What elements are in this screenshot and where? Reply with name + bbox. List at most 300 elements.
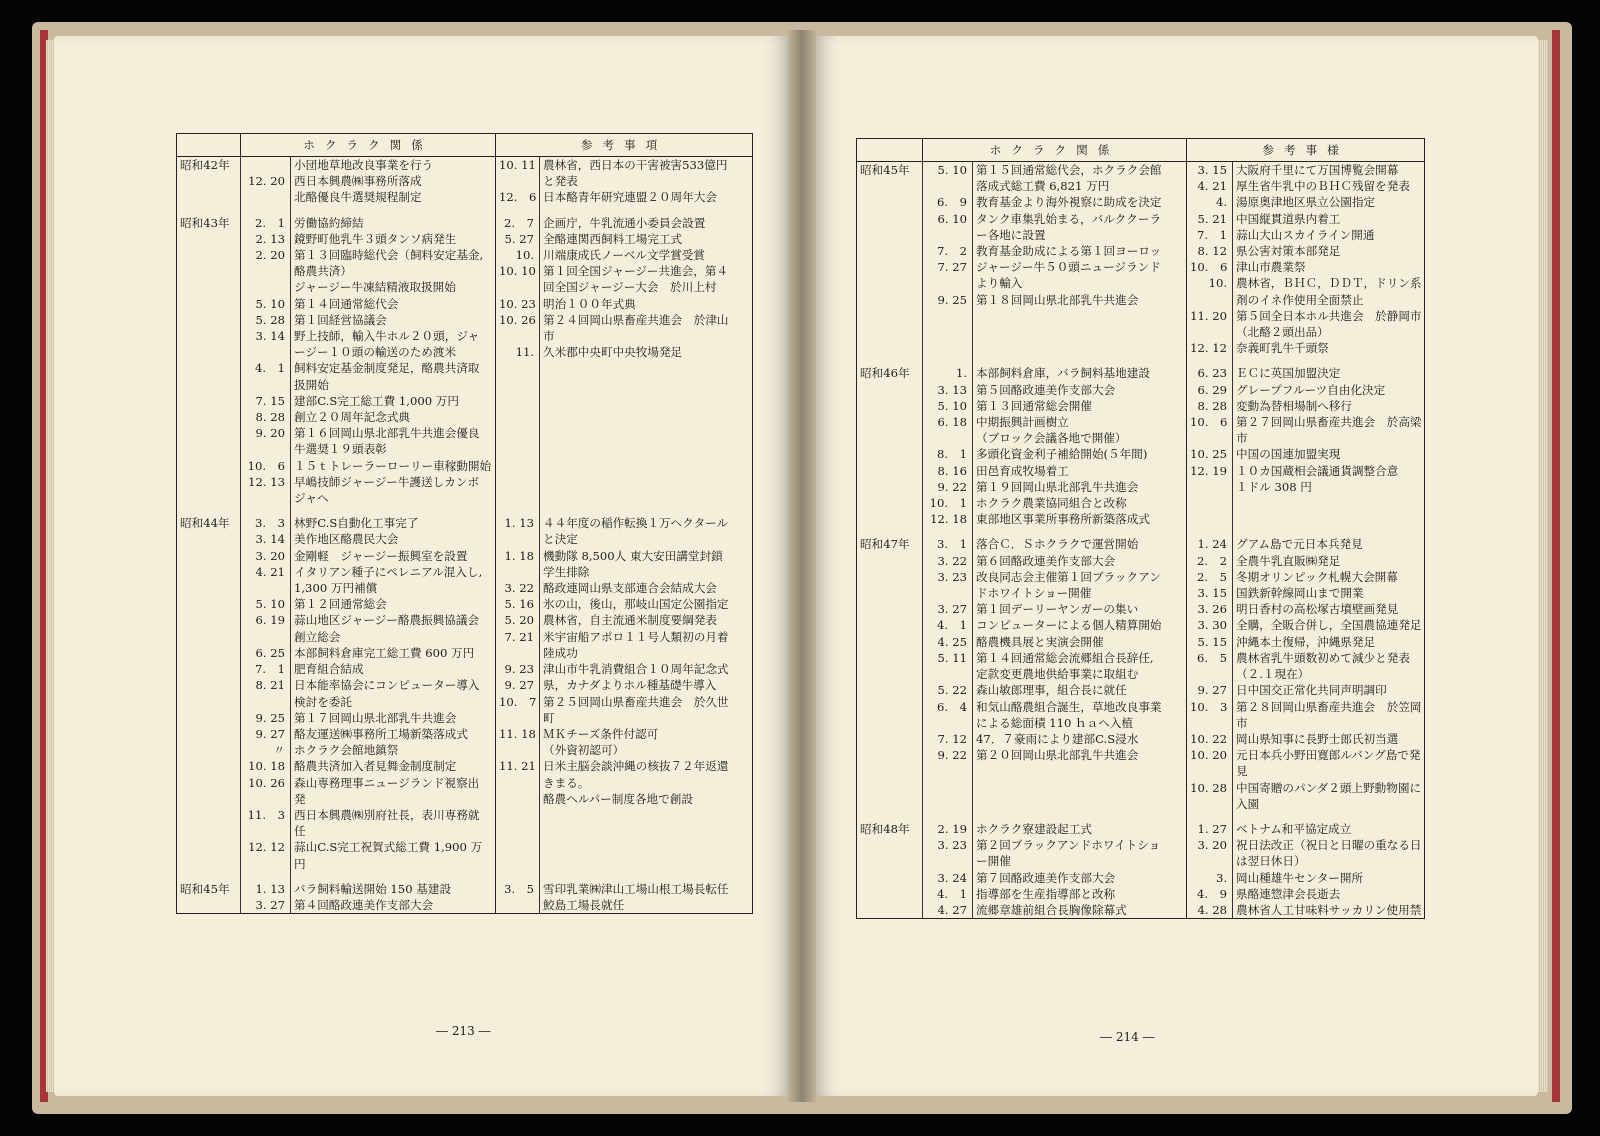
sanko-event-cell: 第１回全国ジャージー共進会，第４	[543, 264, 729, 279]
table-row	[857, 796, 1425, 812]
table-row	[177, 474, 753, 490]
hokuraku-date-cell: 5. 10	[241, 296, 291, 312]
era-cell	[857, 259, 923, 275]
hokuraku-event-cell: ホクラク会館地鎮祭	[291, 742, 496, 758]
hokuraku-date-cell: 8. 16	[923, 463, 973, 479]
era-cell	[177, 247, 241, 263]
table-row	[177, 206, 753, 215]
era-cell	[857, 463, 923, 479]
hokuraku-date-cell	[923, 666, 973, 682]
table-row	[177, 441, 753, 457]
sanko-event-cell: 全農牛乳直販㈱発足	[1236, 553, 1341, 568]
sanko-date-cell	[496, 490, 540, 506]
hokuraku-event-cell: 東部地区事業所事務所新築落成式	[973, 511, 1187, 527]
right-table-body	[857, 162, 1425, 919]
sanko-date-cell	[496, 531, 540, 547]
era-cell	[177, 807, 241, 823]
sanko-date-cell: 12. 12	[1187, 340, 1233, 356]
table-row	[177, 710, 753, 726]
table-row	[857, 812, 1425, 821]
hokuraku-event-cell: ー開催	[973, 853, 1187, 869]
table-row	[177, 215, 753, 231]
table-row	[857, 699, 1425, 715]
table-row	[177, 775, 753, 791]
sanko-date-cell: 4. 28	[1187, 902, 1233, 919]
era-cell	[857, 812, 923, 821]
sanko-date-cell: 11. 21	[496, 758, 540, 774]
era-cell	[177, 531, 241, 547]
sanko-date-cell: 2. 7	[496, 215, 540, 231]
sanko-date-cell	[1187, 324, 1233, 340]
sanko-date-cell: 3. 5	[496, 881, 540, 897]
era-cell	[857, 479, 923, 495]
sanko-date-cell	[1187, 495, 1233, 511]
hokuraku-date-cell: 8. 1	[923, 446, 973, 462]
sanko-date-cell: 2. 2	[1187, 553, 1233, 569]
hokuraku-date-cell: 5. 22	[923, 682, 973, 698]
hokuraku-date-cell	[241, 441, 291, 457]
sanko-date-cell: 5. 27	[496, 231, 540, 247]
sanko-date-cell	[496, 791, 540, 807]
sanko-event-cell	[540, 807, 753, 823]
era-cell: 昭和44年	[177, 515, 241, 531]
hokuraku-date-cell: 〃	[241, 742, 291, 758]
hokuraku-event-cell: 森山敏郎理事，組合長に就任	[973, 682, 1187, 698]
table-row	[177, 661, 753, 677]
sanko-date-cell: 11. 18	[496, 726, 540, 742]
hokuraku-date-cell: 2. 19	[923, 821, 973, 837]
hokuraku-event-cell: 扱開始	[291, 377, 496, 393]
hokuraku-event-cell: 任	[291, 823, 496, 839]
hokuraku-date-cell	[923, 227, 973, 243]
hokuraku-event-cell: 多頭化資金利子補給開始(５年間)	[973, 446, 1187, 462]
era-cell	[177, 823, 241, 839]
page-number-right: ― 214 ―	[1100, 1030, 1155, 1044]
era-cell	[177, 661, 241, 677]
hokuraku-date-cell: 2. 13	[241, 231, 291, 247]
era-header	[857, 139, 923, 162]
era-cell	[177, 328, 241, 344]
hokuraku-date-cell: 7. 1	[241, 661, 291, 677]
era-cell	[857, 666, 923, 682]
table-row	[857, 682, 1425, 698]
sanko-date-cell: 1. 27	[1187, 821, 1233, 837]
hokuraku-event-cell: 第１６回岡山県北部乳牛共進会優良	[291, 425, 496, 441]
table-row	[857, 292, 1425, 308]
sanko-event-cell: 学生排除	[543, 564, 590, 579]
sanko-event-cell: 見	[1236, 764, 1248, 779]
sanko-event-cell: 中国縦貫道県内着工	[1236, 211, 1341, 226]
era-cell	[857, 617, 923, 633]
sanko-event-cell: 明治１００年式典	[543, 296, 636, 311]
hokuraku-event-cell: 改良同志会主催第１回ブラックアン	[973, 569, 1187, 585]
table-row	[857, 430, 1425, 446]
sanko-event-cell: 国鉄新幹線岡山まで開業	[1236, 586, 1364, 601]
era-header	[177, 134, 241, 157]
sanko-date-cell: 3. 15	[1187, 585, 1233, 601]
era-cell	[177, 409, 241, 425]
era-cell	[177, 872, 241, 881]
era-cell	[177, 612, 241, 628]
table-row	[857, 553, 1425, 569]
hokuraku-event-cell: 蒜山C.S完工祝賀式総工費 1,900 万	[291, 839, 496, 855]
table-row	[857, 495, 1425, 511]
sanko-event-cell: 県酪連惣津会長逝去	[1236, 886, 1341, 901]
hokuraku-event-cell: 創立２０周年記念式典	[291, 409, 496, 425]
hokuraku-event-cell: 教育基金より海外視察に助成を決定	[973, 194, 1187, 210]
hokuraku-event-cell: 第７回酪政連美作支部大会	[973, 870, 1187, 886]
sanko-date-cell	[496, 425, 540, 441]
hokuraku-date-cell	[241, 279, 291, 295]
hokuraku-event-cell	[973, 356, 1187, 365]
sanko-date-cell: 10. 10	[496, 263, 540, 279]
sanko-date-cell	[496, 564, 540, 580]
table-row	[857, 511, 1425, 527]
sanko-date-cell	[1187, 666, 1233, 682]
table-row	[857, 479, 1425, 495]
sanko-event-cell: ４４年度の稲作転換１万ヘクタール	[543, 516, 729, 531]
hokuraku-date-cell: 5. 11	[923, 650, 973, 666]
table-row	[857, 259, 1425, 275]
hokuraku-event-cell: １５ｔトレーラーローリー車稼動開始	[291, 458, 496, 474]
era-cell	[857, 292, 923, 308]
sanko-date-cell: 1. 24	[1187, 536, 1233, 552]
sanko-event-cell: 県，カナダよりホル種基礎牛導入	[543, 678, 717, 693]
table-row	[177, 629, 753, 645]
sanko-date-cell	[496, 856, 540, 872]
sanko-event-cell: 日中国交正常化共同声明調印	[1236, 683, 1387, 698]
era-cell	[857, 699, 923, 715]
sanko-date-cell	[496, 458, 540, 474]
hokuraku-event-cell: 本部飼料倉庫，バラ飼料基地建設	[973, 365, 1187, 381]
hokuraku-date-cell: 7. 2	[923, 243, 973, 259]
table-row	[177, 425, 753, 441]
sanko-date-cell	[496, 328, 540, 344]
era-cell	[857, 837, 923, 853]
hokuraku-date-cell: 3. 22	[923, 553, 973, 569]
hokuraku-event-cell: より輸入	[973, 275, 1187, 291]
left-chronology-table	[176, 133, 753, 914]
hokuraku-event-cell: 落合Ｃ．Ｓホクラクで運営開始	[973, 536, 1187, 552]
table-row	[857, 324, 1425, 340]
hokuraku-event-cell: 第１５回通常総代会，ホクラク会館	[973, 162, 1187, 179]
era-cell	[177, 377, 241, 393]
sanko-date-cell: 3.	[1187, 870, 1233, 886]
table-row	[857, 527, 1425, 536]
table-row	[857, 821, 1425, 837]
sanko-event-cell	[540, 856, 753, 872]
era-cell	[177, 742, 241, 758]
table-row	[857, 414, 1425, 430]
hokuraku-date-cell	[923, 178, 973, 194]
table-row	[177, 791, 753, 807]
sanko-event-cell: 陸成功	[543, 645, 578, 660]
hokuraku-event-cell: 流郷章雄前組合長胸像除幕式	[973, 902, 1187, 919]
sanko-event-cell: 日米主脳会談沖縄の核抜７２年返還	[543, 759, 729, 774]
hokuraku-date-cell: 4. 1	[923, 886, 973, 902]
sanko-date-cell: 5. 15	[1187, 634, 1233, 650]
sanko-event-cell: 農林省，西日本の干害被害533億円	[543, 158, 728, 172]
sanko-event-cell: 全酪連関西飼料工場完工式	[543, 231, 683, 246]
hokuraku-event-cell: 鏡野町他乳牛３頭タンソ病発生	[291, 231, 496, 247]
era-cell: 昭和46年	[857, 365, 923, 381]
sanko-date-cell	[496, 897, 540, 914]
era-cell	[857, 601, 923, 617]
sanko-event-cell	[540, 490, 753, 506]
table-row	[857, 780, 1425, 796]
sanko-date-cell: 10. 3	[1187, 699, 1233, 715]
era-cell	[857, 495, 923, 511]
table-row	[177, 872, 753, 881]
table-row	[177, 531, 753, 547]
sanko-event-cell: と決定	[543, 532, 578, 547]
sanko-event-cell: 機動隊 8,500人 東大安田講堂封鎖	[543, 548, 723, 563]
sanko-date-cell	[1187, 796, 1233, 812]
hokuraku-date-cell: 4. 1	[241, 360, 291, 376]
sanko-event-cell: 市	[543, 329, 555, 344]
table-row	[857, 853, 1425, 869]
sanko-date-cell	[496, 173, 540, 189]
sanko-event-cell: 明日香村の高松塚古墳壁画発見	[1236, 602, 1399, 617]
sanko-date-cell	[496, 409, 540, 425]
hokuraku-event-cell: ホクラク農業協同組合と改称	[973, 495, 1187, 511]
era-cell	[857, 747, 923, 763]
sanko-date-cell: 9. 23	[496, 661, 540, 677]
right-chronology-table	[856, 138, 1425, 919]
hokuraku-event-cell: 酪友運送㈱事務所工場新築落成式	[291, 726, 496, 742]
hokuraku-date-cell: 5. 10	[241, 596, 291, 612]
hokuraku-date-cell: 4. 1	[923, 617, 973, 633]
hokuraku-date-cell	[241, 263, 291, 279]
hokuraku-event-cell: 指導部を生産指導部と改称	[973, 886, 1187, 902]
sanko-event-cell: 市	[1236, 715, 1248, 730]
hokuraku-date-cell	[923, 763, 973, 779]
table-row	[177, 564, 753, 580]
sanko-event-cell: 冬期オリンピック札幌大会開幕	[1236, 569, 1398, 584]
hokuraku-date-cell: 2. 1	[241, 215, 291, 231]
sanko-date-cell: 10.	[496, 247, 540, 263]
sanko-date-cell: 10. 6	[1187, 259, 1233, 275]
hokuraku-event-cell: 北酪優良牛選奨規程制定	[291, 189, 496, 205]
era-cell	[857, 569, 923, 585]
table-row	[177, 157, 753, 174]
table-row	[177, 189, 753, 205]
hokuraku-date-cell	[241, 206, 291, 215]
hokuraku-date-cell	[923, 780, 973, 796]
sanko-header: 参考事項	[496, 134, 753, 157]
era-cell	[177, 775, 241, 791]
sanko-event-cell: グレープフルーツ自由化決定	[1236, 382, 1386, 397]
hokuraku-date-cell: 5. 10	[923, 398, 973, 414]
era-cell	[177, 474, 241, 490]
hokuraku-date-cell: 10. 26	[241, 775, 291, 791]
sanko-event-cell: （２.１現在）	[1236, 667, 1310, 682]
sanko-event-cell: 入園	[1236, 796, 1260, 811]
hokuraku-event-cell: 第１回デーリーヤンガーの集い	[973, 601, 1187, 617]
table-row	[857, 340, 1425, 356]
era-cell: 昭和42年	[177, 157, 241, 174]
hokuraku-event-cell: 第４回酪政連美作支部大会	[291, 897, 496, 914]
hokuraku-date-cell	[923, 430, 973, 446]
sanko-event-cell: 大阪府千里にて万国博覧会開幕	[1236, 163, 1399, 177]
table-row	[177, 612, 753, 628]
era-cell	[177, 231, 241, 247]
sanko-event-cell: 津山市牛乳消費組合１０周年記念式	[543, 662, 729, 677]
hokuraku-date-cell: 7. 15	[241, 393, 291, 409]
hokuraku-event-cell: ジャへ	[291, 490, 496, 506]
hokuraku-event-cell	[973, 308, 1187, 324]
era-cell	[857, 780, 923, 796]
table-row	[857, 463, 1425, 479]
hokuraku-event-cell: 第２０回岡山県北部乳牛共進会	[973, 747, 1187, 763]
hokuraku-event-cell: ドホワイトショー開催	[973, 585, 1187, 601]
hokuraku-event-cell: による総面積 110 ｈａへ入植	[973, 715, 1187, 731]
table-row	[857, 536, 1425, 552]
sanko-date-cell: 4. 9	[1187, 886, 1233, 902]
sanko-event-cell: 鮫島工場長就任	[543, 897, 625, 912]
sanko-date-cell: 7. 21	[496, 629, 540, 645]
hokuraku-event-cell	[291, 506, 496, 515]
hokuraku-date-cell	[241, 823, 291, 839]
hokuraku-date-cell: 6. 9	[923, 194, 973, 210]
sanko-event-cell: 農林省，自主流通米制度要綱発表	[543, 613, 717, 628]
sanko-event-cell: 祝日法改正（祝日と日曜の重なる日	[1236, 838, 1422, 853]
hokuraku-date-cell: 9. 22	[923, 479, 973, 495]
table-row	[177, 823, 753, 839]
sanko-date-cell	[1187, 527, 1233, 536]
sanko-date-cell: 1. 18	[496, 548, 540, 564]
hokuraku-date-cell	[923, 796, 973, 812]
sanko-event-cell: 氷の山，後山，那岐山国定公園指定	[543, 597, 729, 612]
sanko-event-cell: 蒜山大山スカイライン開通	[1236, 227, 1375, 242]
hokuraku-event-cell	[973, 796, 1187, 812]
sanko-date-cell: 10. 23	[496, 296, 540, 312]
era-cell	[857, 527, 923, 536]
hokuraku-event-cell: ー各地に設置	[973, 227, 1187, 243]
era-cell	[857, 356, 923, 365]
era-cell	[857, 853, 923, 869]
hokuraku-event-cell: 第１回経営協議会	[291, 312, 496, 328]
era-cell	[177, 839, 241, 855]
sanko-event-cell: １ドル 308 円	[1236, 479, 1312, 494]
hokuraku-header: ホクラク関係	[241, 134, 496, 157]
sanko-event-cell: 企画庁，牛乳流通小委員会設置	[543, 215, 706, 230]
sanko-event-cell	[540, 458, 753, 474]
era-cell	[857, 194, 923, 210]
left-table-body	[177, 157, 753, 914]
hokuraku-date-cell	[923, 853, 973, 869]
sanko-event-cell: 第２５回岡山県畜産共進会 於久世	[543, 694, 729, 709]
hokuraku-event-cell: 和気山酪農組合誕生，草地改良事業	[973, 699, 1187, 715]
sanko-date-cell: 4.	[1187, 194, 1233, 210]
era-cell	[857, 886, 923, 902]
sanko-event-cell: １０カ国蔵相会議通貨調整合意	[1236, 463, 1399, 478]
era-cell	[177, 758, 241, 774]
sanko-date-cell	[1187, 430, 1233, 446]
table-row	[857, 162, 1425, 179]
sanko-event-cell	[1233, 495, 1425, 511]
table-row	[177, 296, 753, 312]
sanko-date-cell	[496, 807, 540, 823]
table-row	[177, 515, 753, 531]
hokuraku-date-cell	[241, 694, 291, 710]
hokuraku-event-cell: 第１３回臨時総代会（飼料安定基金,	[291, 247, 496, 263]
hokuraku-date-cell: 10. 6	[241, 458, 291, 474]
sanko-event-cell	[540, 425, 753, 441]
sanko-event-cell	[540, 839, 753, 855]
hokuraku-date-cell	[241, 580, 291, 596]
sanko-event-cell	[540, 823, 753, 839]
hokuraku-event-cell: 中期振興計画樹立	[973, 414, 1187, 430]
hokuraku-event-cell: タンク車集乳始まる，バルククーラ	[973, 211, 1187, 227]
era-cell: 昭和45年	[857, 162, 923, 179]
sanko-event-cell: 県公害対策本部発足	[1236, 244, 1341, 259]
sanko-date-cell: 10. 26	[496, 312, 540, 328]
sanko-event-cell: 沖縄本土復帰，沖縄県発足	[1236, 634, 1376, 649]
sanko-date-cell	[496, 742, 540, 758]
era-cell	[177, 897, 241, 914]
sanko-date-cell	[1187, 812, 1233, 821]
hokuraku-date-cell: 9. 27	[241, 726, 291, 742]
hokuraku-event-cell: 飼料安定基金制度発足，酪農共済取	[291, 360, 496, 376]
sanko-event-cell: 中国の国連加盟実現	[1236, 447, 1341, 462]
hokuraku-date-cell: 10. 18	[241, 758, 291, 774]
table-row	[857, 446, 1425, 462]
hokuraku-event-cell: 円	[291, 856, 496, 872]
era-cell	[177, 441, 241, 457]
hokuraku-date-cell	[923, 308, 973, 324]
hokuraku-event-cell: 労働協約締結	[291, 215, 496, 231]
hokuraku-header: ホクラク関係	[923, 139, 1187, 162]
table-row	[857, 666, 1425, 682]
sanko-date-cell	[496, 775, 540, 791]
sanko-date-cell	[496, 823, 540, 839]
table-row	[857, 902, 1425, 919]
sanko-event-cell	[1233, 527, 1425, 536]
hokuraku-date-cell	[241, 490, 291, 506]
era-cell	[857, 731, 923, 747]
sanko-event-cell	[540, 206, 753, 215]
sanko-date-cell	[1187, 763, 1233, 779]
table-row	[177, 312, 753, 328]
hokuraku-event-cell: イタリアン種子にペレニアル混入し,	[291, 564, 496, 580]
era-cell	[857, 340, 923, 356]
hokuraku-event-cell: 美作地区酪農民大会	[291, 531, 496, 547]
era-cell	[177, 458, 241, 474]
era-cell	[857, 511, 923, 527]
era-cell	[177, 726, 241, 742]
table-row	[177, 328, 753, 344]
era-cell	[177, 296, 241, 312]
sanko-event-cell	[540, 506, 753, 515]
sanko-date-cell	[1187, 292, 1233, 308]
hokuraku-event-cell	[973, 324, 1187, 340]
hokuraku-event-cell: 教育基金助成による第１回ヨーロッ	[973, 243, 1187, 259]
sanko-date-cell: 3. 22	[496, 580, 540, 596]
era-cell	[177, 548, 241, 564]
hokuraku-date-cell: 4. 25	[923, 634, 973, 650]
hokuraku-event-cell: ジャージー牛５０頭ニュージランド	[973, 259, 1187, 275]
era-cell	[177, 173, 241, 189]
sanko-date-cell	[496, 872, 540, 881]
sanko-date-cell: 6. 5	[1187, 650, 1233, 666]
hokuraku-event-cell: 建部C.S完工総工費 1,000 万円	[291, 393, 496, 409]
sanko-event-cell: 酪政連岡山県支部連合会結成大会	[543, 581, 717, 596]
sanko-date-cell	[1187, 479, 1233, 495]
sanko-date-cell	[1187, 715, 1233, 731]
table-row	[857, 585, 1425, 601]
sanko-event-cell: 回全国ジャージー大会 於川上村	[543, 280, 717, 295]
